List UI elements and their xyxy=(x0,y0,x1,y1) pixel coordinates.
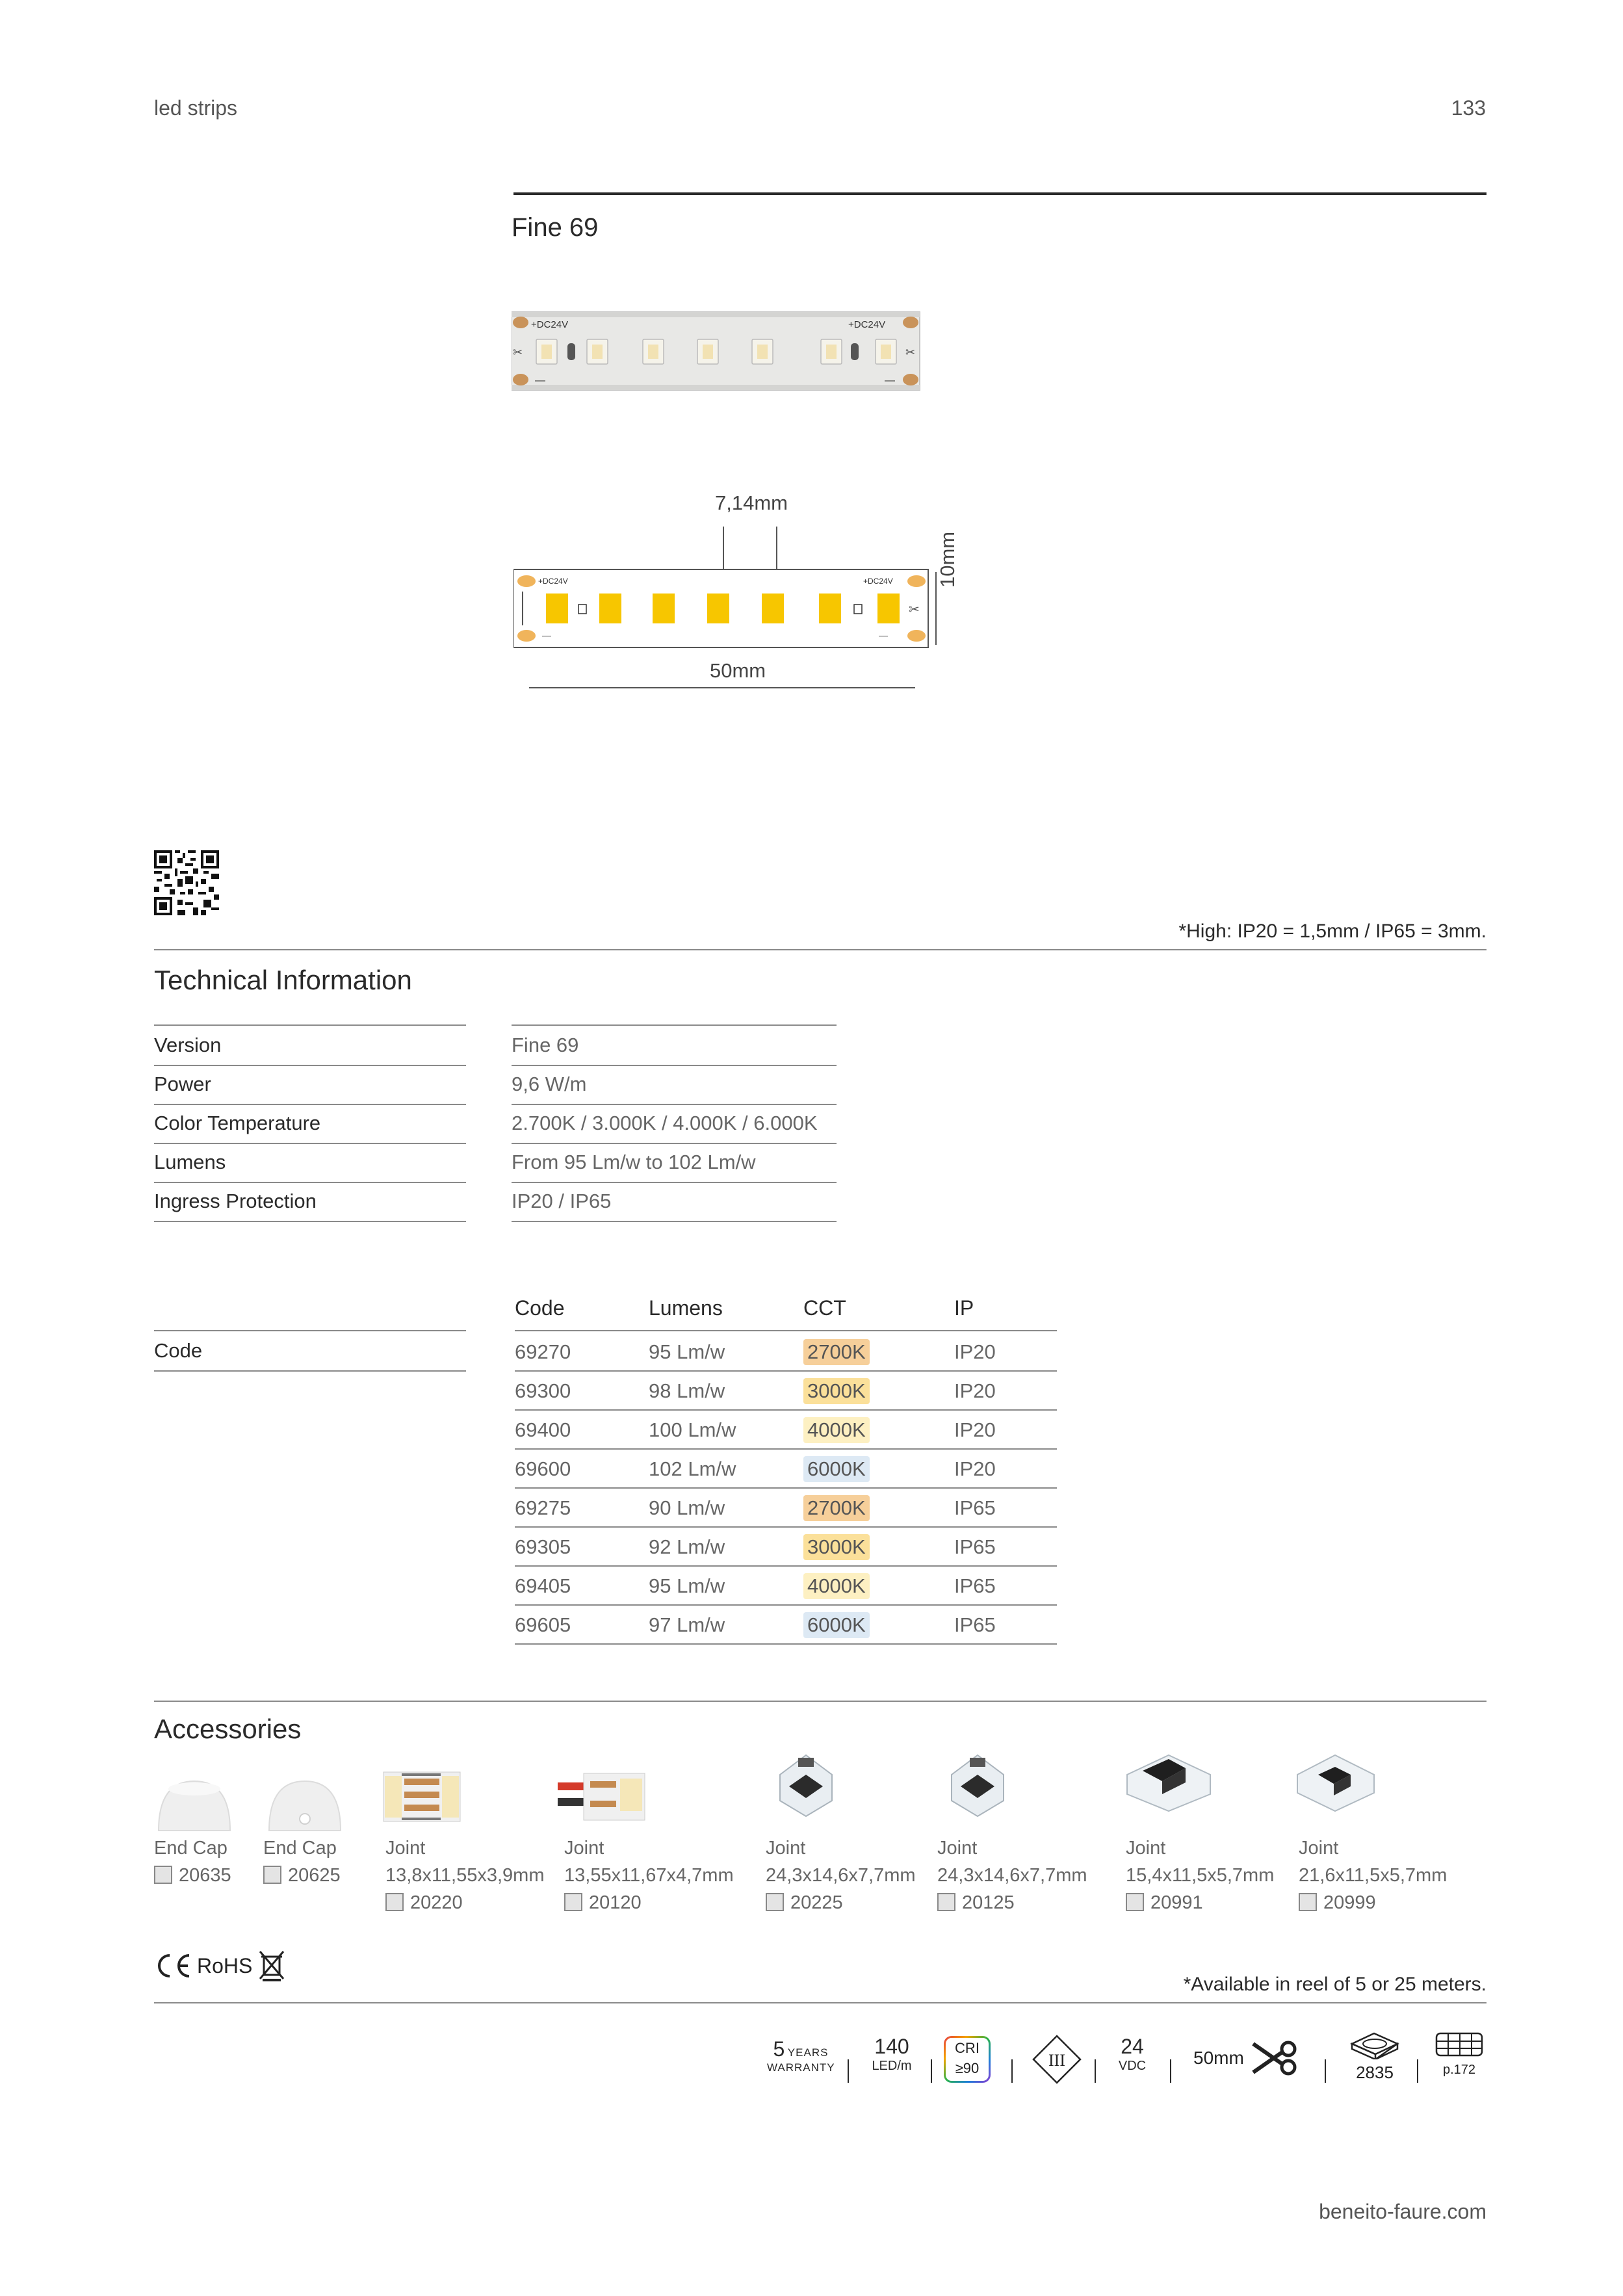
accessory-name: Joint xyxy=(1126,1838,1166,1859)
code-cell: 69405 xyxy=(515,1574,571,1597)
accessory-checkbox[interactable] xyxy=(1299,1893,1317,1911)
accessory-name: Joint xyxy=(937,1838,978,1859)
code-cell: 69605 xyxy=(515,1613,571,1636)
ip-cell: IP65 xyxy=(954,1574,996,1597)
rohs-label: RoHS xyxy=(197,1953,253,1977)
cct-cell: 3000K xyxy=(803,1534,870,1560)
codes-header-code: Code xyxy=(515,1296,565,1320)
svg-text:+DC24V: +DC24V xyxy=(863,577,893,586)
ip-cell: IP20 xyxy=(954,1340,996,1363)
section-rule-footer xyxy=(154,2002,1487,2003)
accessory-name: Joint xyxy=(766,1838,806,1859)
joint-20125-image xyxy=(939,1749,1010,1820)
lumens-cell: 97 Lm/w xyxy=(649,1613,725,1636)
voltage-unit: VDC xyxy=(1118,2059,1147,2073)
end-cap-20625-image-svg xyxy=(266,1775,343,1833)
icon-separator xyxy=(1095,2059,1096,2083)
accessory-item xyxy=(564,1834,734,1916)
accessory-code: 20625 xyxy=(288,1865,341,1886)
ti-label-row xyxy=(154,1065,466,1105)
cri-icon xyxy=(944,2036,991,2083)
codes-table-row xyxy=(515,1331,1057,1372)
ti-label-row xyxy=(154,1026,466,1066)
codes-header-ip: IP xyxy=(954,1296,974,1320)
lumens-cell: 95 Lm/w xyxy=(649,1340,725,1363)
qr-code-svg xyxy=(154,850,219,915)
chip-type: 2835 xyxy=(1356,2063,1394,2082)
icon-separator xyxy=(1325,2059,1326,2083)
accessory-checkbox[interactable] xyxy=(766,1893,784,1911)
ip-cell: IP65 xyxy=(954,1535,996,1558)
voltage-icon xyxy=(1113,2035,1152,2074)
ti-label-row xyxy=(154,1104,466,1144)
cri-label: CRI xyxy=(955,2040,980,2056)
codes-table-row xyxy=(515,1409,1057,1450)
svg-text:—: — xyxy=(542,630,551,640)
svg-text:—: — xyxy=(535,375,545,386)
reel-note: *Available in reel of 5 or 25 meters. xyxy=(1183,1974,1487,1995)
code-cell: 69300 xyxy=(515,1379,571,1402)
joint-20120-image xyxy=(558,1769,649,1824)
lumens-cell: 100 Lm/w xyxy=(649,1418,736,1441)
warranty-icon xyxy=(767,2037,835,2074)
codes-label: Code xyxy=(154,1339,203,1362)
joint-20125-image-svg xyxy=(939,1749,1010,1820)
ti-value-row xyxy=(512,1065,837,1105)
joint-20220-image xyxy=(382,1769,463,1824)
scissors-icon xyxy=(1249,2039,1301,2078)
cct-cell: 2700K xyxy=(803,1495,870,1521)
chip-package-icon xyxy=(1348,2029,1401,2059)
class-iii-icon xyxy=(1031,2033,1083,2085)
icon-separator xyxy=(1417,2059,1418,2083)
ti-value-row xyxy=(512,1143,837,1183)
ip-cell: IP20 xyxy=(954,1379,996,1402)
lumens-cell: 102 Lm/w xyxy=(649,1457,736,1480)
cri-value: ≥90 xyxy=(955,2060,980,2076)
icon-separator xyxy=(931,2059,932,2083)
joint-20991-image-svg xyxy=(1123,1749,1214,1814)
led-density-icon xyxy=(864,2035,919,2074)
svg-text:+DC24V: +DC24V xyxy=(538,577,568,586)
accessory-name: End Cap xyxy=(263,1838,337,1859)
section-header: led strips xyxy=(154,96,238,120)
voltage-number: 24 xyxy=(1121,2035,1144,2058)
ti-label: Color Temperature xyxy=(154,1112,321,1134)
dimension-width: 10mm xyxy=(936,531,959,588)
ti-value: From 95 Lm/w to 102 Lm/w xyxy=(512,1151,756,1173)
ip-cell: IP65 xyxy=(954,1613,996,1636)
warranty-number: 5 xyxy=(773,2037,785,2061)
ti-label: Ingress Protection xyxy=(154,1190,317,1212)
accessory-item xyxy=(385,1834,545,1916)
page-number: 133 xyxy=(1451,96,1486,120)
svg-text:✂: ✂ xyxy=(513,346,523,359)
dimension-length: 50mm xyxy=(710,659,766,682)
lumens-cell: 90 Lm/w xyxy=(649,1496,725,1519)
ti-value-row xyxy=(512,1026,837,1066)
section-rule-accessories xyxy=(154,1701,1487,1702)
accessory-code: 20999 xyxy=(1323,1892,1376,1913)
section-rule-tech xyxy=(154,949,1487,950)
strip-label-left: +DC24V xyxy=(531,319,569,330)
codes-table-row xyxy=(515,1565,1057,1606)
ti-value-row xyxy=(512,1104,837,1144)
ip-cell: IP20 xyxy=(954,1418,996,1441)
codes-table-row xyxy=(515,1448,1057,1489)
ti-value-row xyxy=(512,1182,837,1222)
svg-text:✂: ✂ xyxy=(905,346,916,359)
cct-cell: 4000K xyxy=(803,1417,870,1443)
accessory-dims: 13,55x11,67x4,7mm xyxy=(564,1865,734,1886)
cct-cell: 6000K xyxy=(803,1456,870,1482)
ti-value: IP20 / IP65 xyxy=(512,1190,612,1212)
cct-cell: 4000K xyxy=(803,1573,870,1599)
icon-separator xyxy=(1011,2059,1013,2083)
accessory-checkbox[interactable] xyxy=(1126,1893,1144,1911)
accessory-dims: 13,8x11,55x3,9mm xyxy=(385,1865,545,1886)
joint-20999-image xyxy=(1293,1749,1378,1814)
accessory-item xyxy=(154,1834,231,1889)
joint-20999-image-svg xyxy=(1293,1749,1378,1814)
chip-icon xyxy=(1348,2029,1401,2083)
cct-cell: 3000K xyxy=(803,1378,870,1404)
accessory-code: 20635 xyxy=(179,1865,231,1886)
accessory-checkbox[interactable] xyxy=(263,1866,281,1884)
accessory-code: 20225 xyxy=(790,1892,843,1913)
joint-20120-image-svg xyxy=(558,1769,649,1824)
svg-text:—: — xyxy=(879,630,888,640)
class-mark: III xyxy=(1048,2051,1065,2070)
accessory-code: 20220 xyxy=(410,1892,463,1913)
joint-20225-image-svg xyxy=(767,1749,838,1820)
dimension-pitch: 7,14mm xyxy=(715,491,788,514)
accessory-dims: 24,3x14,6x7,7mm xyxy=(937,1865,1087,1886)
led-density-number: 140 xyxy=(874,2035,909,2058)
end-cap-20625-image xyxy=(266,1775,343,1833)
joint-20991-image xyxy=(1123,1749,1214,1814)
ce-mark-icon xyxy=(154,1953,193,1979)
accessory-dims: 21,6x11,5x5,7mm xyxy=(1299,1865,1448,1886)
ti-value: 2.700K / 3.000K / 4.000K / 6.000K xyxy=(512,1112,818,1134)
codes-table-row xyxy=(515,1604,1057,1645)
accessory-code: 20125 xyxy=(962,1892,1015,1913)
ti-label-row xyxy=(154,1143,466,1183)
qr-code[interactable] xyxy=(154,850,219,915)
accessory-dims: 15,4x11,5x5,7mm xyxy=(1126,1865,1275,1886)
high-note: *High: IP20 = 1,5mm / IP65 = 3mm. xyxy=(1178,920,1487,942)
accessory-item xyxy=(937,1834,1087,1916)
accessory-checkbox[interactable] xyxy=(937,1893,955,1911)
page-reference: p.172 xyxy=(1442,2063,1476,2077)
codes-header-cct: CCT xyxy=(803,1296,846,1320)
led-strip-photo xyxy=(512,308,921,394)
accessory-name: Joint xyxy=(385,1838,426,1859)
cct-cell: 2700K xyxy=(803,1339,870,1365)
code-cell: 69600 xyxy=(515,1457,571,1480)
accessory-checkbox[interactable] xyxy=(154,1866,172,1884)
accessory-code: 20120 xyxy=(589,1892,642,1913)
accessory-name: Joint xyxy=(564,1838,604,1859)
code-cell: 69270 xyxy=(515,1340,571,1363)
codes-label-row xyxy=(154,1331,466,1372)
lumens-cell: 95 Lm/w xyxy=(649,1574,725,1597)
ip-cell: IP65 xyxy=(954,1496,996,1519)
code-cell: 69275 xyxy=(515,1496,571,1519)
codes-table-row xyxy=(515,1487,1057,1528)
accessory-checkbox[interactable] xyxy=(564,1893,582,1911)
lumens-cell: 92 Lm/w xyxy=(649,1535,725,1558)
ip-cell: IP20 xyxy=(954,1457,996,1480)
ti-label: Version xyxy=(154,1034,222,1056)
joint-20225-image xyxy=(767,1749,838,1820)
certifications xyxy=(154,1949,287,1983)
accessories-title: Accessories xyxy=(154,1714,302,1744)
accessory-item xyxy=(1126,1834,1274,1916)
ti-label: Power xyxy=(154,1073,211,1095)
technical-title: Technical Information xyxy=(154,965,412,995)
accessory-checkbox[interactable] xyxy=(385,1893,404,1911)
ti-label-row xyxy=(154,1182,466,1222)
accessory-item xyxy=(263,1834,341,1889)
accessory-name: End Cap xyxy=(154,1838,227,1859)
product-title: Fine 69 xyxy=(512,213,599,242)
accessory-code: 20991 xyxy=(1150,1892,1203,1913)
warranty-years: YEARS xyxy=(787,2046,829,2059)
svg-text:✂: ✂ xyxy=(909,603,920,617)
website-link[interactable]: beneito-faure.com xyxy=(1319,2200,1487,2223)
ti-value: Fine 69 xyxy=(512,1034,579,1056)
end-cap-20635-image-svg xyxy=(156,1775,233,1833)
page-reference-icon[interactable] xyxy=(1434,2031,1485,2078)
code-cell: 69305 xyxy=(515,1535,571,1558)
led-strip-photo-svg xyxy=(512,308,921,394)
class-iii-diamond-icon xyxy=(1031,2033,1083,2085)
weee-bin-icon xyxy=(257,1949,287,1983)
title-rule xyxy=(513,192,1487,195)
joint-20220-image-svg xyxy=(382,1769,463,1824)
icon-separator xyxy=(1170,2059,1171,2083)
icon-separator xyxy=(848,2059,849,2083)
svg-text:—: — xyxy=(885,375,895,386)
ti-label: Lumens xyxy=(154,1151,226,1173)
lumens-cell: 98 Lm/w xyxy=(649,1379,725,1402)
cut-length: 50mm xyxy=(1193,2048,1244,2068)
cct-cell: 6000K xyxy=(803,1612,870,1638)
ti-value: 9,6 W/m xyxy=(512,1073,587,1095)
code-cell: 69400 xyxy=(515,1418,571,1441)
warranty-word: WARRANTY xyxy=(767,2061,835,2074)
codes-table-row xyxy=(515,1526,1057,1567)
accessory-item xyxy=(766,1834,916,1916)
codes-table-row xyxy=(515,1370,1057,1411)
accessory-name: Joint xyxy=(1299,1838,1339,1859)
accessory-item xyxy=(1299,1834,1447,1916)
cut-length-icon xyxy=(1193,2039,1301,2078)
grid-table-icon xyxy=(1434,2031,1485,2059)
strip-label-right: +DC24V xyxy=(848,319,886,330)
led-density-unit: LED/m xyxy=(872,2059,912,2073)
end-cap-20635-image xyxy=(156,1775,233,1833)
codes-header-lumens: Lumens xyxy=(649,1296,723,1320)
accessory-dims: 24,3x14,6x7,7mm xyxy=(766,1865,916,1886)
